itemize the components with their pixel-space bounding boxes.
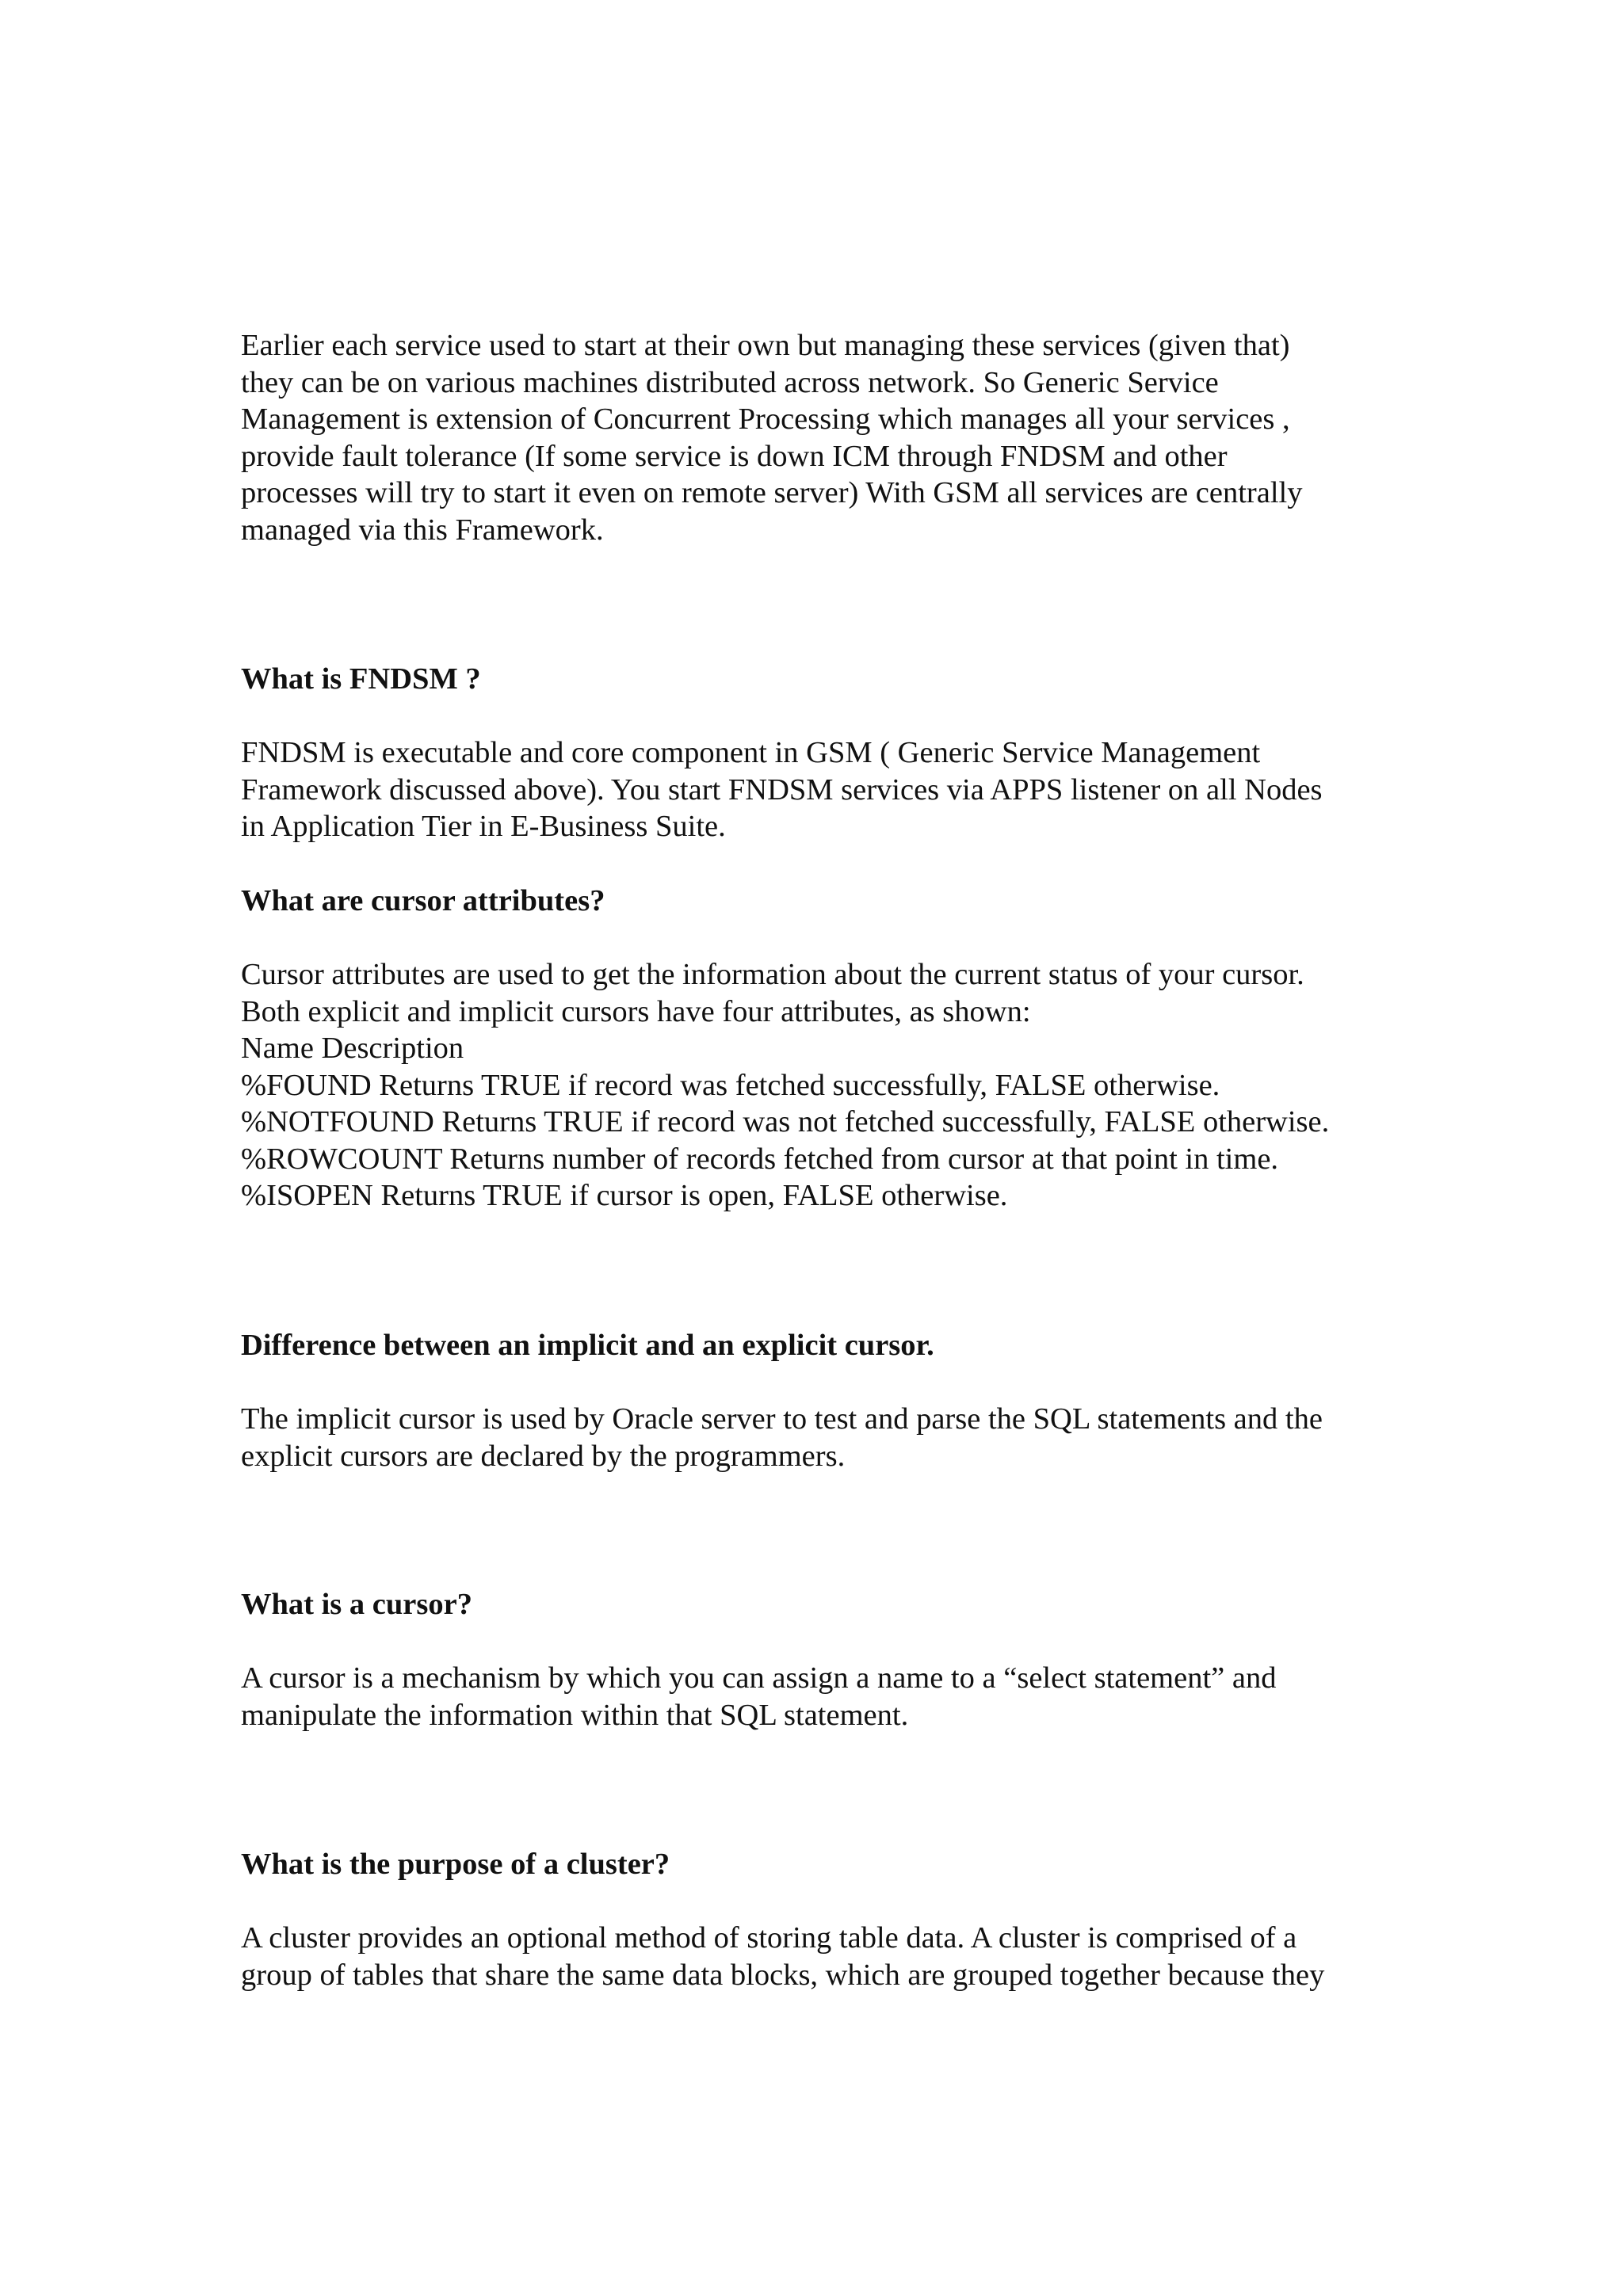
cluster-heading: What is the purpose of a cluster? xyxy=(241,1848,670,1881)
text-line: Cursor attributes are used to get the information about the current status of your cursor. xyxy=(241,958,1304,991)
text-line: Name Description xyxy=(241,1032,464,1065)
text-line: manipulate the information within that SQL statement. xyxy=(241,1698,909,1732)
text-line: they can be on various machines distributed across network. So Generic Service xyxy=(241,365,1219,399)
text-line: Management is extension of Concurrent Processing which manages all your services , xyxy=(241,402,1290,436)
text-line: managed via this Framework. xyxy=(241,513,604,547)
cursor-attributes-heading: What are cursor attributes? xyxy=(241,884,605,917)
fndsm-paragraph xyxy=(241,734,1414,845)
implicit-explicit-paragraph xyxy=(241,1401,1414,1474)
text-line: A cursor is a mechanism by which you can assign a name to a “select statement” and xyxy=(241,1661,1277,1695)
text-line: The implicit cursor is used by Oracle server to test and parse the SQL statements and the xyxy=(241,1402,1323,1436)
text-line: %ISOPEN Returns TRUE if cursor is open, FALSE otherwise. xyxy=(241,1179,1008,1212)
text-line: Both explicit and implicit cursors have four attributes, as shown: xyxy=(241,994,1031,1028)
implicit-explicit-heading: Difference between an implicit and an explicit cursor. xyxy=(241,1329,934,1362)
what-is-cursor-paragraph xyxy=(241,1660,1414,1733)
text-line: FNDSM is executable and core component in GSM ( Generic Service Management xyxy=(241,736,1261,769)
text-line: in Application Tier in E-Business Suite. xyxy=(241,810,726,843)
cursor-attributes-paragraph xyxy=(241,956,1414,1215)
text-line: %ROWCOUNT Returns number of records fetched from cursor at that point in time. xyxy=(241,1142,1279,1176)
text-line: %FOUND Returns TRUE if record was fetched successfully, FALSE otherwise. xyxy=(241,1068,1220,1102)
intro-paragraph xyxy=(241,327,1414,548)
text-line: Framework discussed above). You start FNDSM services via APPS listener on all Nodes xyxy=(241,772,1323,807)
fndsm-heading: What is FNDSM ? xyxy=(241,662,481,696)
text-line: %NOTFOUND Returns TRUE if record was not fetched successfully, FALSE otherwise. xyxy=(241,1105,1330,1138)
text-line: provide fault tolerance (If some service is down ICM through FNDSM and other xyxy=(241,439,1228,473)
text-line: Earlier each service used to start at their own but managing these services (given that) xyxy=(241,329,1290,362)
text-line: A cluster provides an optional method of storing table data. A cluster is comprised of a xyxy=(241,1921,1297,1955)
text-line: processes will try to start it even on remote server) With GSM all services are centrally xyxy=(241,476,1303,509)
what-is-cursor-heading: What is a cursor? xyxy=(241,1588,472,1621)
text-line: group of tables that share the same data blocks, which are grouped together because they xyxy=(241,1958,1325,1992)
cluster-paragraph xyxy=(241,1920,1414,1993)
text-line: explicit cursors are declared by the programmers. xyxy=(241,1439,846,1473)
